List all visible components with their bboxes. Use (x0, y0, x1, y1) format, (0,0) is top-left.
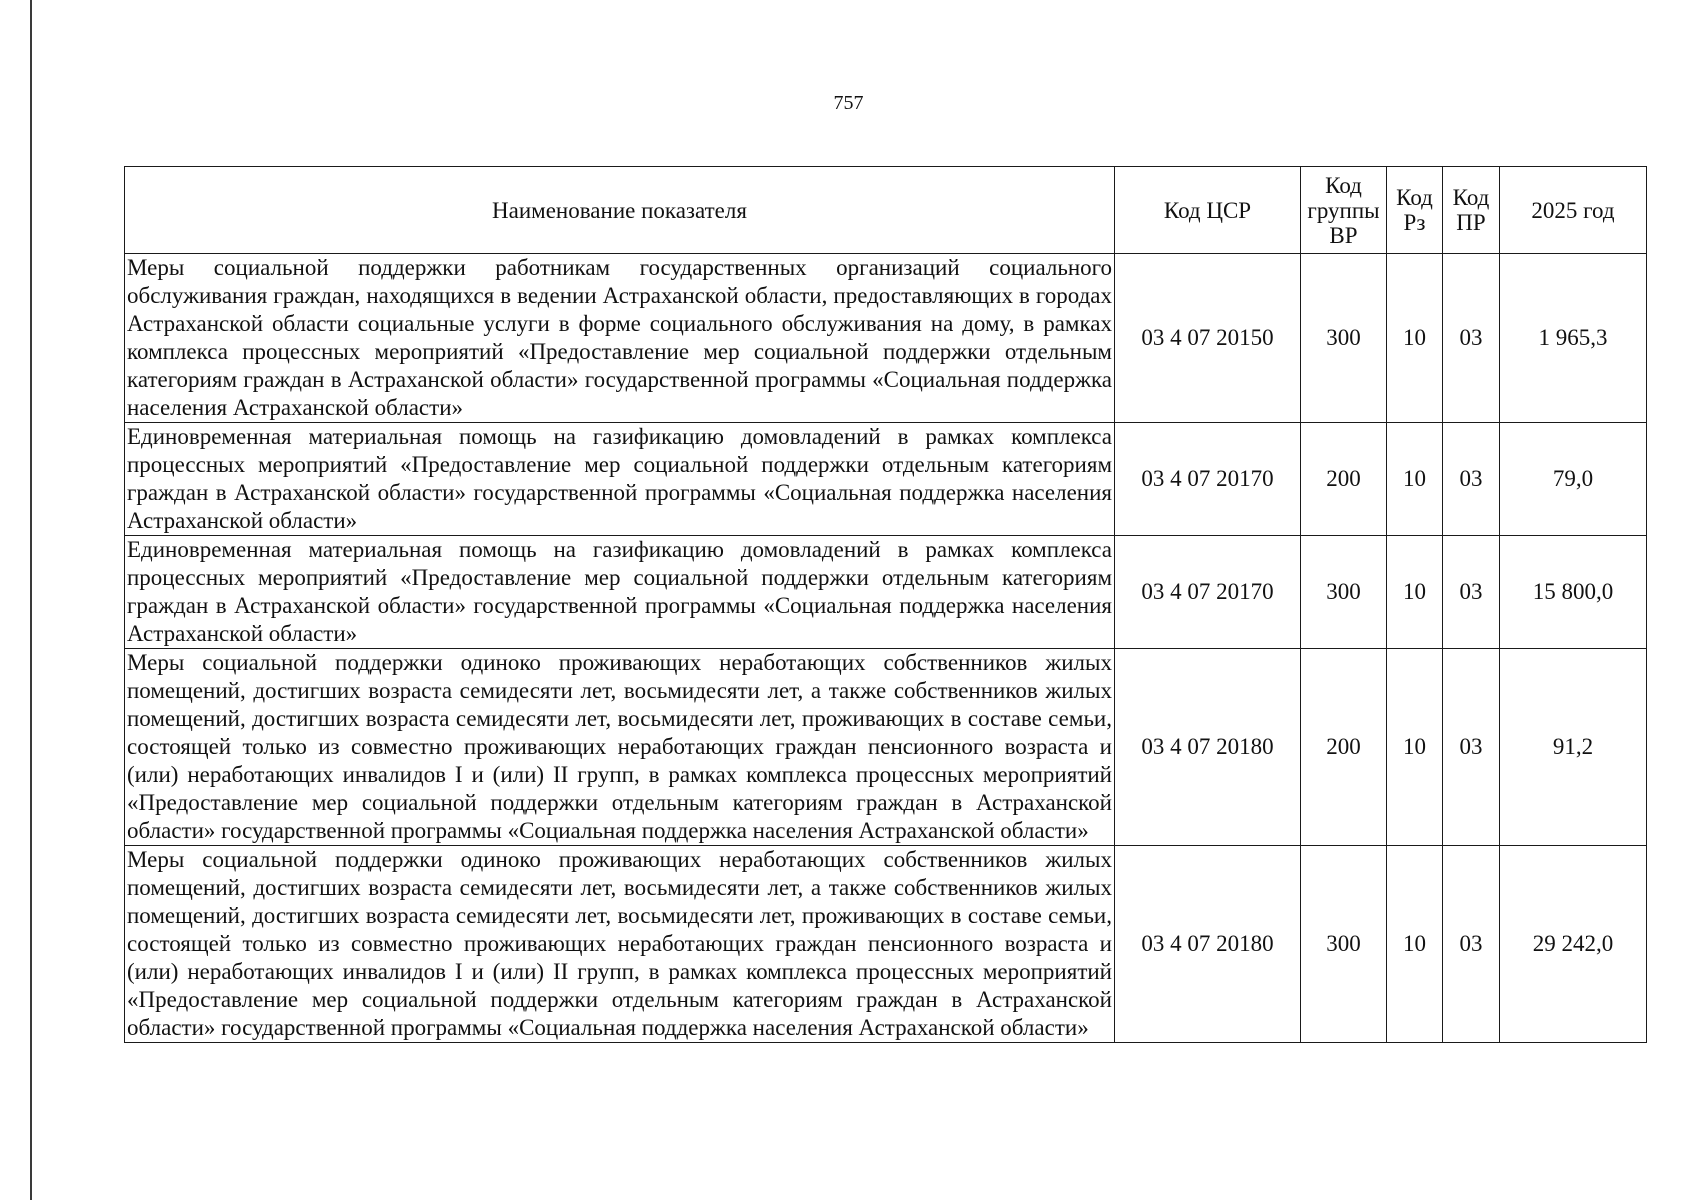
budget-table (124, 166, 1647, 1043)
header-vr: Код группы ВР (1301, 167, 1387, 254)
row-amount: 15 800,0 (1500, 536, 1647, 649)
header-rz: Код Рз (1387, 167, 1443, 254)
page-number: 757 (833, 92, 864, 114)
row-vr: 200 (1301, 649, 1387, 846)
row-amount: 79,0 (1500, 423, 1647, 536)
row-csr: 03 4 07 20170 (1115, 536, 1301, 649)
row-rz: 10 (1387, 536, 1443, 649)
table-row (125, 536, 1647, 649)
row-name: Меры социальной поддержки одиноко проживающих неработающих собственников жилых помещений, достигших возраста семидесяти лет, восьмидесяти лет, а также собственников жилых помещений, достигших возраста семидесяти лет, восьмидесяти лет, проживающих в составе семьи, состоящей только из совместно проживающих неработающих граждан пенсионного возраста и (или) неработающих инвалидов I и (или) II групп, в рамках комплекса процессных мероприятий «Предоставление мер социальной поддержки отдельным категориям граждан в Астраханской области» государственной программы «Социальная поддержка населения Астраханской области» (125, 846, 1115, 1043)
row-pr: 03 (1443, 423, 1500, 536)
row-vr: 200 (1301, 423, 1387, 536)
row-csr: 03 4 07 20180 (1115, 846, 1301, 1043)
row-amount: 1 965,3 (1500, 254, 1647, 423)
row-pr: 03 (1443, 536, 1500, 649)
row-vr: 300 (1301, 536, 1387, 649)
row-pr: 03 (1443, 254, 1500, 423)
header-year: 2025 год (1500, 167, 1647, 254)
row-csr: 03 4 07 20150 (1115, 254, 1301, 423)
row-name: Меры социальной поддержки работникам государственных организаций социального обслуживания граждан, находящихся в ведении Астраханской области, предоставляющих в городах Астраханской области социальные услуги в форме социального обслуживания на дому, в рамках комплекса процессных мероприятий «Предоставление мер социальной поддержки отдельным категориям граждан в Астраханской области» государственной программы «Социальная поддержка населения Астраханской области» (125, 254, 1115, 423)
row-name: Единовременная материальная помощь на газификацию домовладений в рамках комплекса процессных мероприятий «Предоставление мер социальной поддержки отдельным категориям граждан в Астраханской области» государственной программы «Социальная поддержка населения Астраханской области» (125, 536, 1115, 649)
row-name: Единовременная материальная помощь на газификацию домовладений в рамках комплекса процессных мероприятий «Предоставление мер социальной поддержки отдельным категориям граждан в Астраханской области» государственной программы «Социальная поддержка населения Астраханской области» (125, 423, 1115, 536)
table-row (125, 254, 1647, 423)
header-name: Наименование показателя (125, 167, 1115, 254)
row-pr: 03 (1443, 846, 1500, 1043)
table-row (125, 649, 1647, 846)
table-row (125, 423, 1647, 536)
row-pr: 03 (1443, 649, 1500, 846)
row-rz: 10 (1387, 846, 1443, 1043)
row-vr: 300 (1301, 846, 1387, 1043)
left-margin-rule (30, 0, 32, 1200)
table-header (125, 167, 1647, 254)
row-rz: 10 (1387, 649, 1443, 846)
row-csr: 03 4 07 20180 (1115, 649, 1301, 846)
row-rz: 10 (1387, 423, 1443, 536)
row-amount: 29 242,0 (1500, 846, 1647, 1043)
header-row (125, 167, 1647, 254)
header-pr: Код ПР (1443, 167, 1500, 254)
row-name: Меры социальной поддержки одиноко проживающих неработающих собственников жилых помещений, достигших возраста семидесяти лет, восьмидесяти лет, а также собственников жилых помещений, достигших возраста семидесяти лет, восьмидесяти лет, проживающих в составе семьи, состоящей только из совместно проживающих неработающих граждан пенсионного возраста и (или) неработающих инвалидов I и (или) II групп, в рамках комплекса процессных мероприятий «Предоставление мер социальной поддержки отдельным категориям граждан в Астраханской области» государственной программы «Социальная поддержка населения Астраханской области» (125, 649, 1115, 846)
row-rz: 10 (1387, 254, 1443, 423)
table-row (125, 846, 1647, 1043)
row-csr: 03 4 07 20170 (1115, 423, 1301, 536)
row-amount: 91,2 (1500, 649, 1647, 846)
table-body (125, 254, 1647, 1043)
row-vr: 300 (1301, 254, 1387, 423)
header-csr: Код ЦСР (1115, 167, 1301, 254)
